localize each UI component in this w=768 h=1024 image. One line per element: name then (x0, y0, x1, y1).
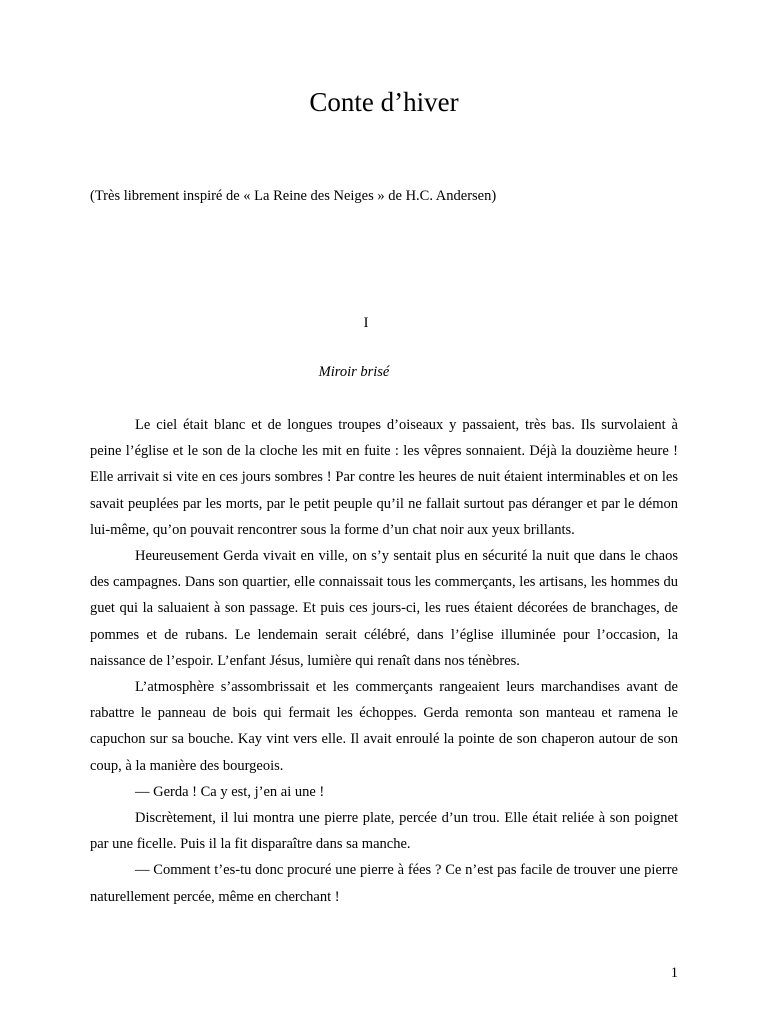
page-number: 1 (670, 965, 678, 981)
dialogue-line: — Gerda ! Ca y est, j’en ai une ! (135, 783, 325, 800)
chapter-number: I (363, 315, 369, 331)
paragraph: L’atmosphère s’assombrissait et les commerçants rangeaient leurs marchandises avant de rabattre le panneau de bois qui fermait les échoppes. Gerda remonta son manteau et ramena le capuchon sur sa bouche. Kay vint vers elle. Il avait enroulé la pointe de son chaperon autour de son coup, à la manière des bourgeois. (90, 679, 678, 774)
document-subtitle: (Très librement inspiré de « La Reine des Neiges » de H.C. Andersen) (90, 188, 497, 204)
document-title: Conte d’hiver (309, 87, 459, 117)
body-text (90, 412, 678, 910)
paragraph: Heureusement Gerda vivait en ville, on s’y sentait plus en sécurité la nuit que dans le chaos des campagnes. Dans son quartier, elle connaissait tous les commerçants, les artisans, les hommes du guet qui la saluaient à son passage. Et puis ces jours-ci, les rues étaient décorées de branchages, de pommes et de rubans. Le lendemain serait célébré, dans l’église illuminée pour l’occasion, la naissance de l’espoir. L’enfant Jésus, lumière qui renaît dans nos ténèbres. (90, 548, 678, 669)
chapter-title: Miroir brisé (318, 364, 390, 380)
paragraph: Discrètement, il lui montra une pierre plate, percée d’un trou. Elle était reliée à son poignet par une ficelle. Puis il la fit disparaître dans sa manche. (90, 810, 678, 853)
paragraph: Le ciel était blanc et de longues troupes d’oiseaux y passaient, très bas. Ils survolaient à peine l’église et le son de la cloche les mit en fuite : les vêpres sonnaient. Déjà la douzième heure ! Elle arrivait si vite en ces jours sombres ! Par contre les heures de nuit étaient interminables et on les savait peuplées par les morts, par le petit peuple qu’il ne fallait surtout pas déranger et par le démon lui-même, qu’on pouvait rencontrer sous la forme d’un chat noir aux yeux brillants. (90, 417, 678, 538)
dialogue-line: — Comment t’es-tu donc procuré une pierre à fées ? Ce n’est pas facile de trouver une pierre naturellement percée, même en cherchant ! (90, 862, 678, 905)
